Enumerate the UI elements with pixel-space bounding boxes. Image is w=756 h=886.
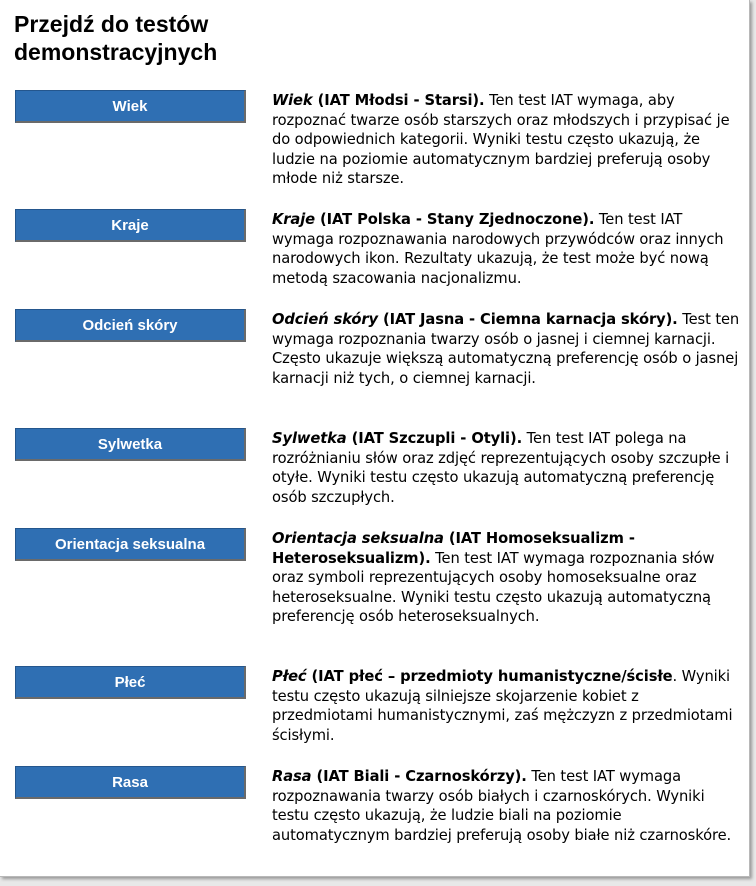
sexual-orientation-test-button[interactable]: Orientacja seksualna: [15, 528, 246, 561]
countries-test-description: [272, 210, 742, 288]
skin-tone-test-button[interactable]: Odcień skóry: [15, 309, 246, 342]
page-title: Przejdź do testów demonstracyjnych: [14, 11, 218, 65]
sexual-orientation-test-description: [272, 529, 742, 627]
gender-test-description: [272, 667, 742, 745]
test-name: Kraje: [272, 211, 316, 228]
weight-test-description: [272, 429, 742, 507]
test-text: Ten test IAT wymaga rozpoznawania twarzy osób białych i czarnoskórych. Wyniki testu często ukazują, że ludzie biali na poziomie automatycznym bardziej preferują osoby białe niż czarnoskóre.: [272, 768, 732, 844]
test-name: Wiek: [272, 92, 313, 109]
test-iat-title: (IAT Biali - Czarnoskórzy).: [311, 768, 527, 785]
test-name: Orientacja seksualna: [272, 530, 444, 547]
age-test-description: [272, 91, 742, 189]
age-test-button[interactable]: Wiek: [15, 90, 246, 123]
test-name: Rasa: [272, 768, 312, 785]
gender-test-button[interactable]: Płeć: [15, 666, 246, 699]
test-iat-title: (IAT Młodsi - Starsi).: [312, 92, 485, 109]
test-name: Odcień skóry: [272, 311, 378, 328]
skin-tone-test-description: [272, 310, 742, 388]
test-iat-title: (IAT Polska - Stany Zjednoczone).: [315, 211, 595, 228]
test-text: Test ten wymaga rozpoznania twarzy osób o jasnej i ciemnej karnacji. Często ukazuje większą automatyczną preferencję osób o jasnej karnacji niż tych, o ciemnej karnacji.: [272, 311, 740, 387]
test-iat-title: (IAT Szczupli - Otyli).: [346, 430, 523, 447]
test-iat-title: (IAT płeć – przedmioty humanistyczne/ścisłe: [306, 668, 673, 685]
test-iat-title: (IAT Jasna - Ciemna karnacja skóry).: [377, 311, 678, 328]
test-text: Ten test IAT wymaga rozpoznawania narodowych przywódców oraz innych narodowych ikon. Rezultaty ukazują, że test może być nową metodą szacowania nacjonalizmu.: [272, 211, 724, 287]
test-name: Sylwetka: [272, 430, 347, 447]
race-test-description: [272, 767, 742, 845]
race-test-button[interactable]: Rasa: [15, 766, 246, 799]
weight-test-button[interactable]: Sylwetka: [15, 428, 246, 461]
countries-test-button[interactable]: Kraje: [15, 209, 246, 242]
test-text: Ten test IAT wymaga rozpoznania słów oraz symboli reprezentujących osoby homoseksualne oraz heteroseksualne. Wyniki testu często ukazują automatyczną preferencję osób heteroseksualnych.: [272, 549, 715, 625]
test-text: . Wyniki testu często ukazują silniejsze skojarzenie kobiet z przedmiotami humanistycznymi, zaś mężczyzn z przedmiotami ścisłymi.: [272, 668, 733, 744]
test-text: Ten test IAT polega na rozróżnianiu słów oraz zdjęć reprezentujących osoby szczupłe i otyłe. Wyniki testu często ukazują automatyczną preferencję osób szczupłych.: [272, 430, 730, 506]
test-iat-title: (IAT Homoseksualizm - Heteroseksualizm).: [272, 530, 635, 567]
test-text: Ten test IAT wymaga, aby rozpoznać twarze osób starszych oraz młodszych i przypisać je do odpowiednich kategorii. Wyniki testu często ukazują, że ludzie na poziomie automatycznym bardziej preferują osoby młode niż starsze.: [272, 92, 730, 187]
test-name: Płeć: [272, 668, 307, 685]
